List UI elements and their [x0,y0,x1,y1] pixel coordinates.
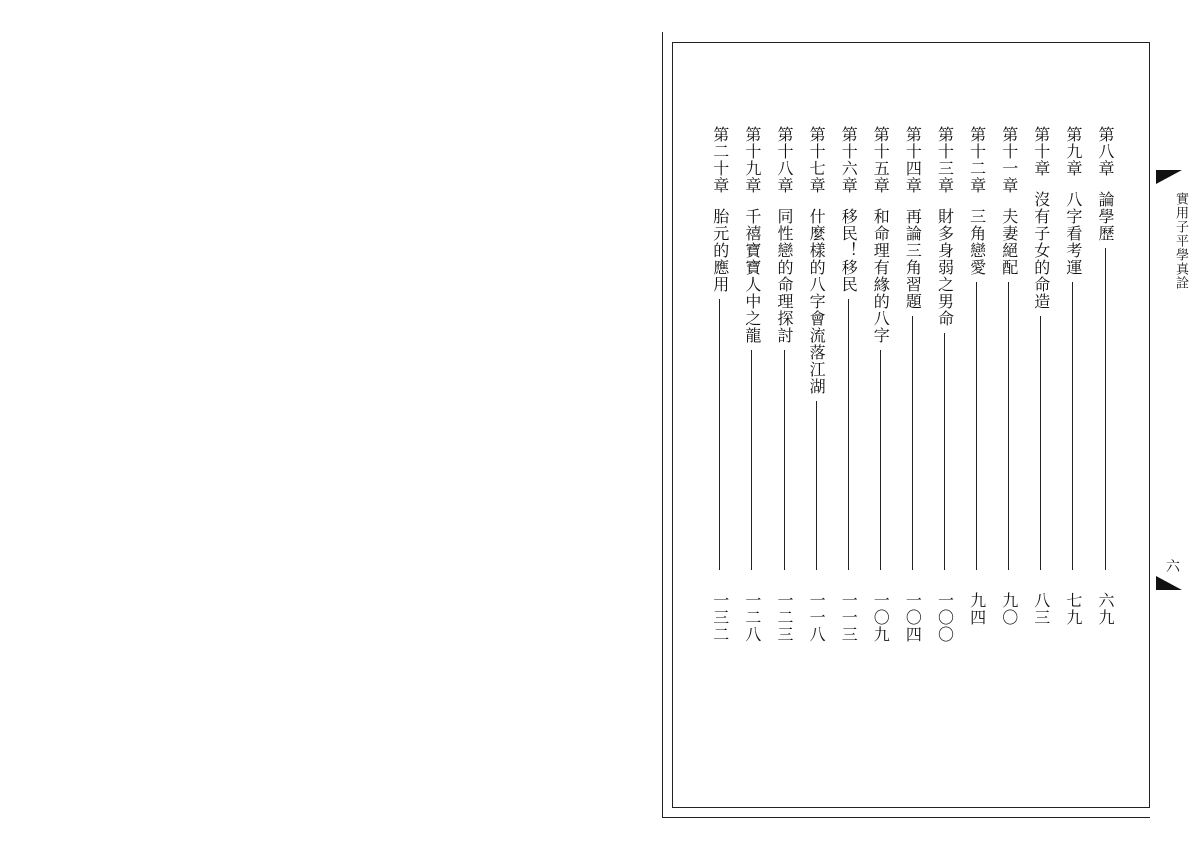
page-ref: 一二八 [742,592,762,643]
toc-entry [998,126,1020,652]
chapter-number: 第十四章 [903,126,923,194]
tab-top-triangle [1156,170,1182,184]
chapter-title: 千禧寶寶人中之龍 [742,208,762,344]
leader-line [1040,316,1041,570]
page-ref: 八三 [1031,592,1051,626]
leader-line [1008,282,1009,570]
chapter-title: 和命理有緣的八字 [871,208,891,344]
chapter-number: 第十五章 [871,126,891,194]
leader-line [751,350,752,570]
chapter-title: 財多身弱之男命 [935,208,955,327]
page-ref: 六九 [1096,592,1115,626]
toc-entry [741,126,763,652]
toc-entry [1094,126,1116,652]
page-ref: 一一八 [807,592,827,643]
chapter-title: 同性戀的命理探討 [775,208,794,344]
chapter-number: 第十二章 [967,126,987,194]
toc-entry [837,126,859,652]
toc-entry [934,126,956,652]
leader-line [912,316,913,570]
chapter-number: 第十八章 [775,126,794,194]
chapter-title: 什麼樣的八字會流落江湖 [807,208,827,395]
toc-entry [805,126,827,652]
leader-line [816,401,817,570]
tab-bottom-triangle [1156,576,1182,590]
chapter-number: 第八章 [1096,126,1115,177]
chapter-number: 第十七章 [807,126,827,194]
chapter-number: 第十一章 [999,126,1019,194]
page-ref: 一〇四 [903,592,923,643]
chapter-title: 八字看考運 [1063,191,1083,276]
toc-entry [1030,126,1052,652]
chapter-number: 第二十章 [710,126,730,194]
page-number: 六 [1166,559,1180,575]
side-label: 實用子平學真詮 [1173,192,1188,290]
page-ref: 一〇九 [871,592,891,643]
chapter-title: 移民！移民 [839,208,859,293]
leader-line [976,282,977,570]
leader-line [848,299,849,570]
toc-entry [709,126,731,652]
page-ref: 一〇〇 [935,592,955,643]
page-ref: 七九 [1063,592,1083,626]
leader-line [944,333,945,570]
leader-line [719,299,720,570]
toc-entry [869,126,891,652]
chapter-number: 第十三章 [935,126,955,194]
toc-entry [1062,126,1084,652]
chapter-title: 夫妻絕配 [999,208,1019,276]
chapter-title: 三角戀愛 [967,208,987,276]
leader-line [1072,282,1073,570]
chapter-number: 第九章 [1063,126,1083,177]
chapter-number: 第十九章 [742,126,762,194]
page-ref: 九四 [967,592,987,626]
chapter-number: 第十六章 [839,126,859,194]
leader-line [784,350,785,570]
chapter-title: 沒有子女的命造 [1031,191,1051,310]
chapter-title: 再論三角習題 [903,208,923,310]
chapter-title: 論學歷 [1096,191,1115,242]
toc-entry [966,126,988,652]
page-ref: 一三二 [710,592,730,643]
toc-entry [773,126,795,652]
page-ref: 一一三 [839,592,859,643]
toc-entry [901,126,923,652]
leader-line [1105,248,1106,570]
chapter-title: 胎元的應用 [710,208,730,293]
page-ref: 一二三 [775,592,794,643]
page-ref: 九〇 [999,592,1019,626]
leader-line [880,350,881,570]
chapter-number: 第十章 [1031,126,1051,177]
